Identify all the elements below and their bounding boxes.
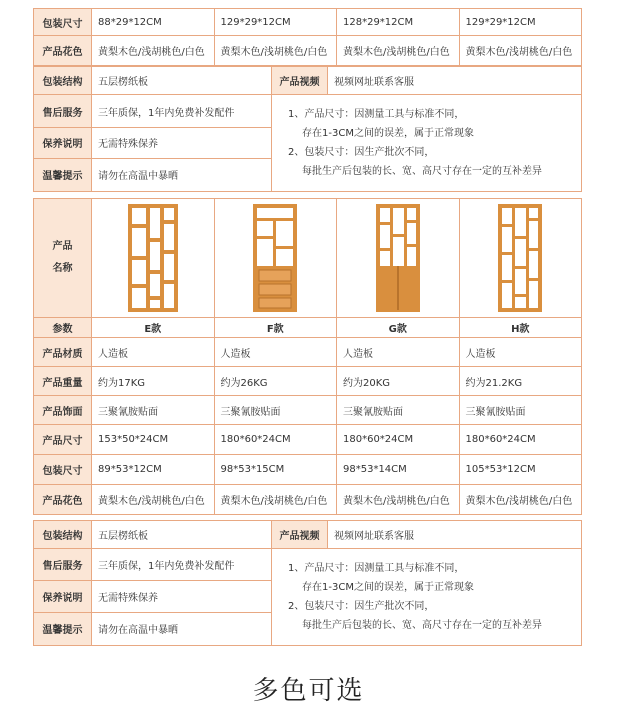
product-name-g: G款 (337, 318, 460, 338)
cell: 98*53*15CM (214, 455, 337, 485)
cell: 129*29*12CM (214, 9, 337, 36)
bookshelf-f-icon (253, 204, 297, 312)
video-value: 视频网址联系客服 (328, 521, 582, 549)
size-notes (272, 549, 582, 646)
product-name-label (34, 199, 92, 318)
table-row (34, 549, 582, 581)
row-label: 产品材质 (34, 338, 92, 367)
product-table (33, 198, 582, 515)
cell: 人造板 (337, 338, 460, 367)
cell: 黄梨木色/浅胡桃色/白色 (214, 36, 337, 66)
caption: 多色可选 (252, 676, 365, 706)
maintenance-value: 无需特殊保养 (92, 580, 272, 612)
table-row (34, 521, 582, 549)
size-notes (272, 95, 582, 192)
row-label: 包装尺寸 (34, 455, 92, 485)
maintenance-value: 无需特殊保养 (92, 128, 272, 159)
row-label: 产品尺寸 (34, 425, 92, 455)
cell: 约为20KG (337, 367, 460, 396)
table-row (34, 367, 582, 396)
note-line: 存在1-3CM之间的误差，属于正常现象 (302, 128, 474, 139)
product-name-f: F款 (214, 318, 337, 338)
cell: 黄梨木色/浅胡桃色/白色 (337, 36, 460, 66)
bottom-info-table (33, 520, 582, 646)
row-label: 产品饰面 (34, 396, 92, 425)
cell: 约为17KG (92, 367, 215, 396)
table-row (34, 36, 582, 66)
row-label: 产品花色 (34, 36, 92, 66)
label-line: 名称 (52, 263, 73, 274)
note-line: 存在1-3CM之间的误差，属于正常现象 (302, 582, 474, 593)
image-row (34, 199, 582, 318)
cell: 黄梨木色/浅胡桃色/白色 (92, 36, 215, 66)
cell: 三聚氰胺贴面 (214, 396, 337, 425)
note-line: 2、包装尺寸：因生产批次不同， (288, 601, 435, 612)
after-sale-label: 售后服务 (34, 95, 92, 128)
package-structure-label: 包装结构 (34, 67, 92, 95)
table-row (34, 9, 582, 36)
note-line: 每批生产后包装的长、宽、高尺寸存在一定的互补差异 (302, 166, 542, 177)
video-label: 产品视频 (272, 521, 328, 549)
cell: 人造板 (214, 338, 337, 367)
row-label: 包装尺寸 (34, 9, 92, 36)
note-line: 1、产品尺寸：因测量工具与标准不同， (288, 563, 465, 574)
package-structure-value: 五层楞纸板 (92, 67, 272, 95)
top-spec-table (33, 8, 582, 66)
maintenance-label: 保养说明 (34, 128, 92, 159)
after-sale-value: 三年质保，1年内免费补发配件 (92, 95, 272, 128)
product-name-h: H款 (459, 318, 582, 338)
cell: 180*60*24CM (337, 425, 460, 455)
cell: 约为21.2KG (459, 367, 582, 396)
cell: 98*53*14CM (337, 455, 460, 485)
top-info-table (33, 66, 582, 192)
note-line: 每批生产后包装的长、宽、高尺寸存在一定的互补差异 (302, 620, 542, 631)
cell: 黄梨木色/浅胡桃色/白色 (214, 485, 337, 515)
cell: 约为26KG (214, 367, 337, 396)
row-label: 产品重量 (34, 367, 92, 396)
bookshelf-g-icon (376, 204, 420, 312)
tip-label: 温馨提示 (34, 612, 92, 645)
package-structure-label: 包装结构 (34, 521, 92, 549)
cell: 黄梨木色/浅胡桃色/白色 (459, 36, 582, 66)
table-row (34, 396, 582, 425)
cell: 黄梨木色/浅胡桃色/白色 (337, 485, 460, 515)
note-line: 1、产品尺寸：因测量工具与标准不同， (288, 109, 465, 120)
param-label: 参数 (34, 318, 92, 338)
bookshelf-h-icon (498, 204, 542, 312)
cell: 人造板 (92, 338, 215, 367)
cell: 89*53*12CM (92, 455, 215, 485)
product-name-e: E款 (92, 318, 215, 338)
product-image-f (214, 199, 337, 318)
maintenance-label: 保养说明 (34, 580, 92, 612)
product-image-g (337, 199, 460, 318)
cell: 黄梨木色/浅胡桃色/白色 (459, 485, 582, 515)
after-sale-value: 三年质保，1年内免费补发配件 (92, 549, 272, 581)
product-image-h (459, 199, 582, 318)
table-row (34, 485, 582, 515)
cell: 三聚氰胺贴面 (459, 396, 582, 425)
cell: 128*29*12CM (337, 9, 460, 36)
video-value: 视频网址联系客服 (328, 67, 582, 95)
table-row (34, 67, 582, 95)
row-label: 产品花色 (34, 485, 92, 515)
tip-value: 请勿在高温中暴晒 (92, 612, 272, 645)
cell: 人造板 (459, 338, 582, 367)
tip-value: 请勿在高温中暴晒 (92, 158, 272, 191)
label-line: 产品 (52, 241, 73, 252)
product-image-e (92, 199, 215, 318)
cell: 129*29*12CM (459, 9, 582, 36)
video-label: 产品视频 (272, 67, 328, 95)
after-sale-label: 售后服务 (34, 549, 92, 581)
note-line: 2、包装尺寸：因生产批次不同， (288, 147, 435, 158)
cell: 88*29*12CM (92, 9, 215, 36)
table-row (34, 95, 582, 128)
table-row (34, 425, 582, 455)
cell: 153*50*24CM (92, 425, 215, 455)
cell: 三聚氰胺贴面 (92, 396, 215, 425)
bookshelf-e-icon (128, 204, 178, 312)
product-name-row (34, 318, 582, 338)
cell: 黄梨木色/浅胡桃色/白色 (92, 485, 215, 515)
cell: 180*60*24CM (214, 425, 337, 455)
cell: 105*53*12CM (459, 455, 582, 485)
tip-label: 温馨提示 (34, 158, 92, 191)
table-row (34, 455, 582, 485)
table-row (34, 338, 582, 367)
cell: 三聚氰胺贴面 (337, 396, 460, 425)
cell: 180*60*24CM (459, 425, 582, 455)
package-structure-value: 五层楞纸板 (92, 521, 272, 549)
